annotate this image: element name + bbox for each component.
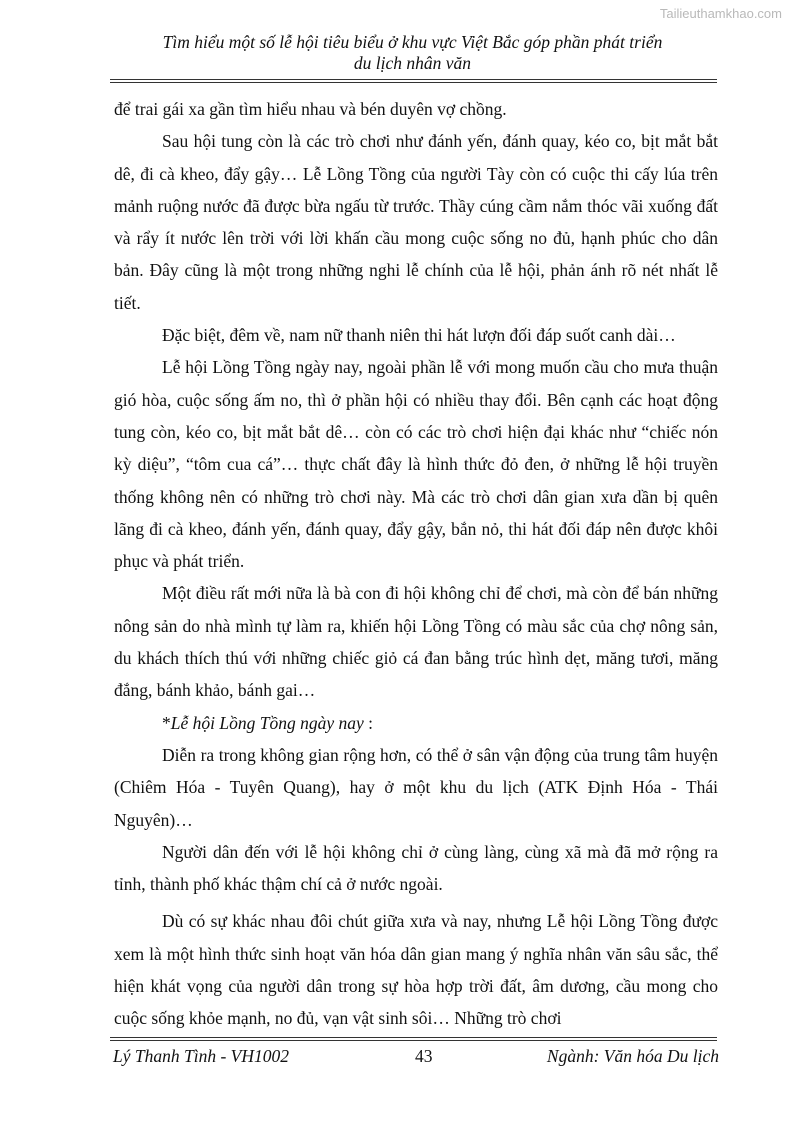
paragraph: Dù có sự khác nhau đôi chút giữa xưa và nay, nhưng Lễ hội Lồng Tồng được xem là một hình thức sinh hoạt văn hóa dân gian mang ý nghĩa nhân văn sâu sắc, thể hiện khát vọng của người dân trong sự hòa hợp trời đất, âm dương, cầu mong cho cuộc sống khỏe mạnh, no đủ, vạn vật sinh sôi… Những trò chơi <box>114 911 718 1029</box>
subheading-title: Lễ hội Lồng Tồng ngày nay <box>170 712 364 733</box>
watermark: Tailieuthamkhao.com <box>659 6 782 21</box>
subheading-colon: : <box>363 712 373 733</box>
page-number: 43 <box>415 1046 433 1066</box>
subheading-bullet: * <box>162 712 171 733</box>
document-body <box>114 93 718 1035</box>
footer-major: Ngành: Văn hóa Du lịch <box>546 1046 719 1066</box>
header-title-line-2: du lịch nhân văn <box>353 53 472 73</box>
header-divider <box>110 79 717 83</box>
paragraph: Diễn ra trong không gian rộng hơn, có thể ở sân vận động của trung tâm huyện (Chiêm Hóa - Tuyên Quang), hay ở một khu du lịch (ATK Định Hóa - Thái Nguyên)… <box>114 744 718 830</box>
page-footer <box>113 1046 719 1068</box>
paragraph: Đặc biệt, đêm về, nam nữ thanh niên thi hát lượn đối đáp suốt canh dài… <box>162 325 676 346</box>
page-header <box>110 32 715 74</box>
paragraph: để trai gái xa gần tìm hiểu nhau và bén duyên vợ chồng. <box>114 99 507 119</box>
paragraph: Một điều rất mới nữa là bà con đi hội không chỉ để chơi, mà còn để bán những nông sản do nhà mình tự làm ra, khiến hội Lồng Tồng có màu sắc của chợ nông sản, du khách thích thú với những chiếc giỏ cá đan bằng trúc hình dẹt, măng tươi, măng đắng, bánh khảo, bánh gai… <box>114 583 718 701</box>
paragraph: Lễ hội Lồng Tồng ngày nay, ngoài phần lễ với mong muốn cầu cho mưa thuận gió hòa, cuộc sống ấm no, thì ở phần hội có nhiều thay đổi. Bên cạnh các hoạt động tung còn, kéo co, bịt mắt bắt dê… còn có các trò chơi hiện đại khác như “chiếc nón kỳ diệu”, “tôm cua cá”… thực chất đây là hình thức đỏ đen, ở những lễ hội truyền thống không nên có những trò chơi này. Mà các trò chơi dân gian xưa dần bị quên lãng đi cà kheo, đánh yến, đánh quay, đẩy gậy, bắn nỏ, thi hát đối đáp nên được khôi phục và phát triển. <box>114 357 718 572</box>
footer-author: Lý Thanh Tình - VH1002 <box>113 1046 289 1066</box>
paragraph: Người dân đến với lễ hội không chỉ ở cùng làng, cùng xã mà đã mở rộng ra tỉnh, thành phố khác thậm chí cả ở nước ngoài. <box>114 841 718 895</box>
footer-divider <box>110 1037 717 1041</box>
header-title-line-1: Tìm hiểu một số lễ hội tiêu biểu ở khu vực Việt Bắc góp phần phát triển <box>162 32 663 52</box>
paragraph: Sau hội tung còn là các trò chơi như đánh yến, đánh quay, kéo co, bịt mắt bắt dê, đi cà kheo, đẩy gậy… Lễ Lồng Tồng của người Tày còn có cuộc thi cấy lúa trên mảnh ruộng nước đã được bừa ngấu từ trước. Thầy cúng cầm nắm thóc vãi xuống đất và rẩy ít nước lên trời với lời khấn cầu mong cuộc sống no đủ, hạnh phúc cho dân bản. Đây cũng là một trong những nghi lễ chính của lễ hội, phản ánh rõ nét nhất lễ tiết. <box>114 131 718 313</box>
section-subheading <box>114 707 718 739</box>
